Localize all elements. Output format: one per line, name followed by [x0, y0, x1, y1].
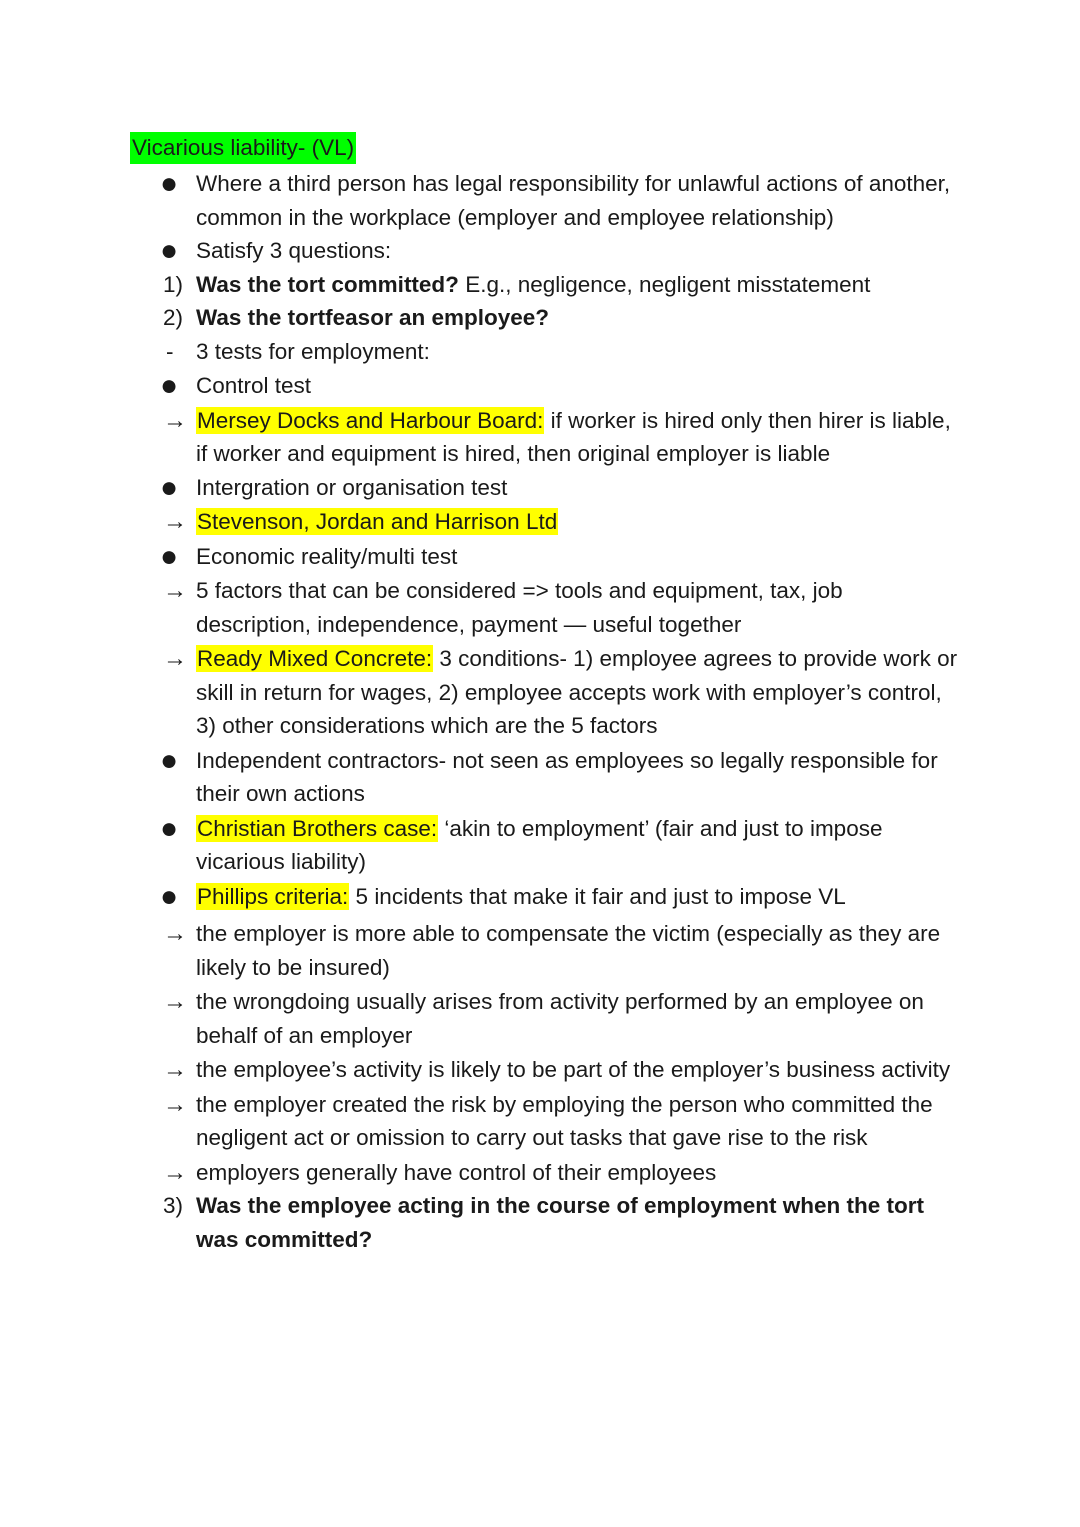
- integration-test-text: Intergration or organisation test: [196, 474, 508, 500]
- tests-intro-text: 3 tests for employment:: [196, 338, 430, 364]
- arrow-icon: →: [163, 920, 187, 947]
- phillips-point: the wrongdoing usually arises from activity performed by an employee on behalf of an employer: [196, 989, 924, 1048]
- phillips-point: the employee’s activity is likely to be part of the employer’s business activity: [196, 1057, 951, 1082]
- arrow-icon: →: [163, 1158, 187, 1186]
- list-item: [130, 404, 960, 471]
- list-item: [130, 167, 960, 234]
- question-3: [130, 1189, 960, 1256]
- list-item: [130, 574, 960, 641]
- list-item: [130, 880, 960, 914]
- bullet-icon: ●: [160, 811, 179, 845]
- list-item: [130, 471, 960, 505]
- factors-text: 5 factors that can be considered => tools and equipment, tax, job description, independence, payment — useful together: [196, 578, 843, 637]
- case-name: Ready Mixed Concrete:: [197, 646, 433, 671]
- page-title: Vicarious liability- (VL): [130, 132, 356, 164]
- case-detail: ‘akin to employment’ (fair and just to impose vicarious liability): [196, 815, 883, 874]
- list-item: [130, 642, 960, 743]
- phillips-point: employers generally have control of their employees: [196, 1159, 717, 1185]
- case-name: Mersey Docks and Harbour Board:: [197, 407, 544, 433]
- title-line: [130, 131, 960, 167]
- list-item: [130, 505, 960, 539]
- list-item: [130, 744, 960, 811]
- bullet-icon: ●: [160, 234, 179, 267]
- question-1: [130, 268, 960, 302]
- bullet-icon: ●: [160, 743, 179, 777]
- dash-icon: -: [166, 338, 174, 364]
- case-name: Stevenson, Jordan and Harrison Ltd: [197, 509, 558, 534]
- bullet-icon: ●: [160, 879, 179, 913]
- case-name: Christian Brothers case:: [197, 815, 438, 841]
- list-item: [130, 985, 960, 1052]
- list-item: [130, 369, 960, 403]
- bullet-icon: ●: [160, 369, 179, 402]
- arrow-icon: →: [163, 645, 187, 672]
- arrow-icon: →: [163, 406, 187, 434]
- question-text: Was the tort committed?: [196, 271, 459, 297]
- phillips-point: the employer is more able to compensate the victim (especially as they are likely to be insured): [196, 921, 941, 980]
- list-item: [130, 540, 960, 574]
- list-item: [130, 812, 960, 879]
- arrow-icon: →: [163, 1090, 187, 1118]
- case-detail: 5 incidents that make it fair and just to impose VL: [349, 883, 846, 909]
- bullet-icon: ●: [160, 470, 179, 504]
- arrow-icon: →: [163, 577, 187, 604]
- list-item: [130, 1053, 960, 1087]
- case-name: Phillips criteria:: [197, 883, 349, 909]
- independent-text: Independent contractors- not seen as employees so legally responsible for their own actions: [196, 747, 938, 806]
- question-number: 1): [163, 271, 184, 297]
- case-detail: 3 conditions- 1) employee agrees to provide work or skill in return for wages, 2) employee accepts work with employer’s control, 3) other considerations which are the 5 factors: [196, 646, 958, 738]
- question-text: Was the employee acting in the course of employment when the tort was committed?: [196, 1193, 925, 1252]
- list-item: [130, 335, 960, 369]
- question-detail: E.g., negligence, negligent misstatement: [458, 271, 871, 297]
- satisfy-text: Satisfy 3 questions:: [196, 238, 392, 263]
- arrow-icon: →: [163, 508, 187, 535]
- list-item: [130, 234, 960, 268]
- economic-test-text: Economic reality/multi test: [196, 543, 458, 569]
- list-item: [130, 1156, 960, 1190]
- definition-text: Where a third person has legal responsibility for unlawful actions of another, common in the workplace (employer and employee relationship): [196, 171, 951, 230]
- phillips-point: the employer created the risk by employing the person who committed the negligent act or omission to carry out tasks that gave rise to the risk: [196, 1091, 933, 1150]
- arrow-icon: →: [163, 988, 187, 1015]
- bullet-icon: ●: [160, 539, 179, 573]
- list-item: [130, 917, 960, 984]
- bullet-icon: ●: [160, 167, 179, 200]
- case-detail: if worker is hired only then hirer is liable, if worker and equipment is hired, then original employer is liable: [196, 407, 951, 466]
- control-test-text: Control test: [196, 373, 312, 398]
- list-item: [130, 1088, 960, 1155]
- arrow-icon: →: [163, 1056, 187, 1083]
- question-text: Was the tortfeasor an employee?: [196, 305, 550, 330]
- question-number: 2): [163, 305, 184, 330]
- question-number: 3): [163, 1193, 184, 1218]
- question-2: [130, 301, 960, 335]
- notes-body: [130, 131, 960, 1256]
